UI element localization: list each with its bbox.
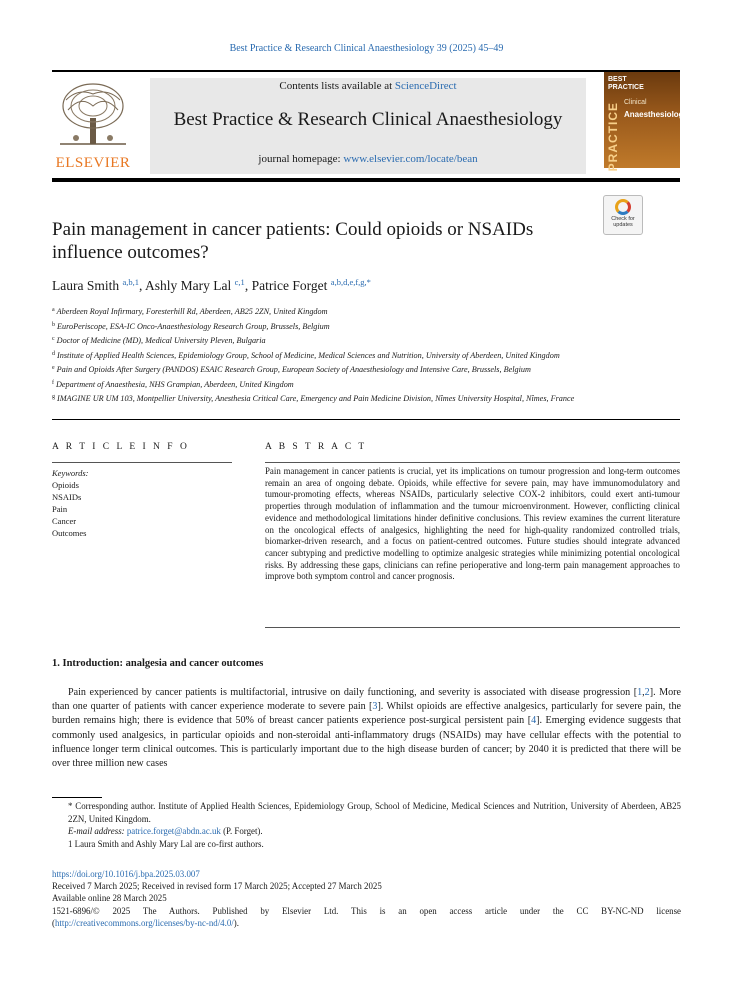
affiliations (52, 304, 592, 406)
journal-banner (150, 78, 586, 174)
elsevier-tree-icon (56, 80, 130, 150)
cover-side-text: PRACTICE (606, 102, 620, 172)
body-paragraph (52, 686, 681, 771)
license-url-line (52, 917, 681, 929)
paragraph-text: ]. More than one quarter of patients with cancer experience moderate to severe pain [ (52, 687, 681, 713)
article-metadata (52, 868, 681, 929)
affiliation-text: Aberdeen Royal Infirmary, Foresterhill Rd, Aberdeen, AB25 2ZN, United Kingdom (56, 307, 328, 316)
keywords-label: Keywords: (52, 468, 89, 478)
affiliation-key: f (52, 379, 54, 386)
cover-line2: Anaesthesiology (624, 110, 689, 119)
keyword-item: Outcomes (52, 528, 87, 538)
doi-link[interactable]: https://doi.org/10.1016/j.bpa.2025.03.007 (52, 869, 200, 879)
affiliation-text: Institute of Applied Health Sciences, Epidemiology Group, School of Medicine, Medical Sciences and Nutrition, University of Aberdeen, United Kingdom (57, 350, 560, 360)
license-line: 1521-6896/© 2025 The Authors. Published by Elsevier Ltd. This is an open access article under the CC BY-NC-ND license (52, 905, 681, 916)
author-affil-marks[interactable]: a,b,1 (122, 277, 140, 287)
journal-cover[interactable] (604, 72, 689, 172)
affiliation-text: Department of Anaesthesia, NHS Grampian, Aberdeen, United Kingdom (56, 379, 294, 389)
affiliation-item (52, 348, 592, 363)
journal-header (52, 76, 689, 174)
journal-citation[interactable]: Best Practice & Research Clinical Anaesthesiology 39 (2025) 45–49 (229, 43, 504, 54)
email-suffix: (P. Forget). (220, 826, 263, 836)
article-info-rule (52, 462, 232, 463)
affiliation-item (52, 391, 592, 406)
citation-link[interactable]: 2 (644, 687, 650, 698)
check-for-updates-badge[interactable] (603, 195, 643, 235)
homepage-link[interactable]: www.elsevier.com/locate/bean (343, 153, 478, 165)
affiliation-item (52, 377, 592, 392)
author-affil-marks[interactable]: c,1 (234, 277, 245, 287)
contents-line (150, 80, 586, 92)
affiliation-text: EuroPeriscope, ESA-IC Onco-Anaesthesiology Research Group, Brussels, Belgium (57, 321, 330, 331)
footnotes (52, 800, 681, 850)
affiliation-text: IMAGINE UR UM 103, Montpellier University, Anesthesia Critical Care, Emergency and Pain Medicine Division, Nîmes University Hospital, Nîmes, France (57, 394, 575, 403)
article-info-heading: A R T I C L E I N F O (52, 442, 190, 452)
footnote-rule (52, 797, 102, 798)
affiliation-key: c (52, 336, 55, 342)
email-line (52, 825, 681, 838)
email-link[interactable]: patrice.forget@abdn.ac.uk (126, 826, 221, 836)
license-link[interactable]: http://creativecommons.org/licenses/by-nc-nd/4.0/ (54, 917, 234, 928)
keyword-item: Pain (52, 504, 68, 514)
citation-link[interactable]: 3 (372, 701, 378, 713)
author-list: Laura Smith $^{a,b,1}$, Ashly Mary Lal $^{c,1}$, Patrice Forget $^{a,b,d,e,f,g,*}$ (52, 277, 371, 293)
citation-link[interactable]: 4 (531, 715, 537, 727)
homepage-line (150, 153, 586, 165)
available-online: Available online 28 March 2025 (52, 893, 167, 904)
check-updates-label: Check for updates (611, 216, 635, 228)
journal-name: Best Practice & Research Clinical Anaesthesiology (173, 109, 563, 130)
keyword-item: Opioids (52, 480, 79, 490)
affiliation-item (52, 319, 592, 334)
affiliation-key: d (52, 350, 55, 357)
keyword-item: NSAIDs (52, 492, 82, 502)
affiliation-text: Doctor of Medicine (MD), Medical University Pleven, Bulgaria (56, 336, 266, 345)
paragraph-text: ]. Whilst opioids are effective analgesics, particularly for severe pain, the burden remains high; there is evidence that 50% of breast cancer patients experience post-surgical persistent pain [ (52, 701, 681, 727)
license-paren: ). (233, 917, 239, 928)
abstract-end-rule (265, 627, 680, 628)
cofirst-author-note: 1 Laura Smith and Ashly Mary Lal are co-first authors. (68, 838, 264, 849)
keyword-item: Cancer (52, 516, 77, 526)
contents-prefix: Contents lists available at (279, 80, 395, 92)
affiliation-item (52, 304, 592, 319)
affiliation-item (52, 333, 592, 348)
abstract-text: Pain management in cancer patients is crucial, yet its implications on tumour progression and long-term outcomes remain an area of ongoing debate. Opioids, while effective for severe pain, may have immunomodulatory and tumour-promoting effects, whereas NSAIDs, particularly selective COX-2 inhibitors, could exert anti-tumour properties through modulation of inflammation and the tumour microenvironment. However, conflicting clinical evidence and methodological limitations hinder definitive conclusions. This review examines the current literature on the oncological effects of analgesics, highlighting the need for high-quality randomized controlled trials, biomarker-driven research, and a focus on patient-centred outcomes. Future studies should integrate advanced cancer subtyping and predictive modelling to optimize analgesic strategies while minimizing potential oncological risks. By addressing these gaps, clinicians can refine perioperative and long-term pain management approaches to improve both symptom control and cancer prognosis. (265, 466, 680, 582)
publisher-logo[interactable] (52, 78, 134, 174)
email-label: E-mail address: (68, 826, 127, 836)
author-affil-marks[interactable]: a,b,d,e,f,g,* (330, 277, 371, 287)
affiliation-key: g (52, 394, 55, 400)
section-heading: 1. Introduction: analgesia and cancer outcomes (52, 658, 264, 669)
header-top-rule (52, 70, 680, 72)
title-line-1: Pain management in cancer patients: Could opioids or NSAIDs (52, 219, 534, 240)
citation-link[interactable]: 1 (637, 687, 643, 698)
article-title (52, 218, 592, 264)
sciencedirect-link[interactable]: ScienceDirect (394, 80, 457, 92)
corresponding-author-note: * Corresponding author. Institute of Applied Health Sciences, Epidemiology Group, School of Medicine, Medical Sciences and Nutrition, University of Aberdeen, AB25 2ZN, United Kingdom. (68, 801, 681, 824)
paragraph-text: , (642, 687, 645, 698)
paragraph-text: Pain experienced by cancer patients is multifactorial, intrusive on daily functioning, and severity is associated with disease progression [ (68, 687, 638, 698)
author-name[interactable]: Patrice Forget (251, 278, 328, 293)
section-divider (52, 419, 680, 420)
check-updates-icon (615, 199, 631, 215)
affiliation-key: e (52, 365, 55, 371)
received-dates: Received 7 March 2025; Received in revised form 17 March 2025; Accepted 27 March 2025 (52, 881, 382, 892)
title-line-2: influence outcomes? (52, 242, 209, 263)
header-bottom-rule (52, 178, 680, 182)
homepage-prefix: journal homepage: (258, 153, 344, 165)
abstract-heading: A B S T R A C T (265, 442, 367, 452)
keywords-block (52, 467, 232, 539)
elsevier-wordmark: ELSEVIER (55, 155, 131, 171)
abstract-rule (265, 462, 680, 463)
cover-line1: Clinical (624, 99, 647, 106)
affiliation-text: Pain and Opioids After Surgery (PANDOS) ESAIC Research Group, European Society of Anaesthesiology and Intensive Care, Brussels, Belgium (56, 365, 531, 374)
paragraph-text: ]. Emerging evidence suggests that commonly used analgesics, in particular opioids and non-steroidal anti-inflammatory drugs (NSAIDs) may have cellular effects with the potential to influence longer term clinical outcomes. This is particularly important due to the high disease burden of cancer; by 2040 it is predicted that there will be over three million new cases (52, 715, 681, 770)
author-name[interactable]: Ashly Mary Lal (145, 278, 232, 293)
author-name[interactable]: Laura Smith (52, 278, 120, 293)
cover-title: BEST PRACTICE (608, 76, 644, 91)
license-paren: ( (52, 917, 55, 928)
affiliation-item (52, 362, 592, 377)
affiliation-key: a (52, 307, 55, 313)
affiliation-key: b (52, 321, 55, 328)
